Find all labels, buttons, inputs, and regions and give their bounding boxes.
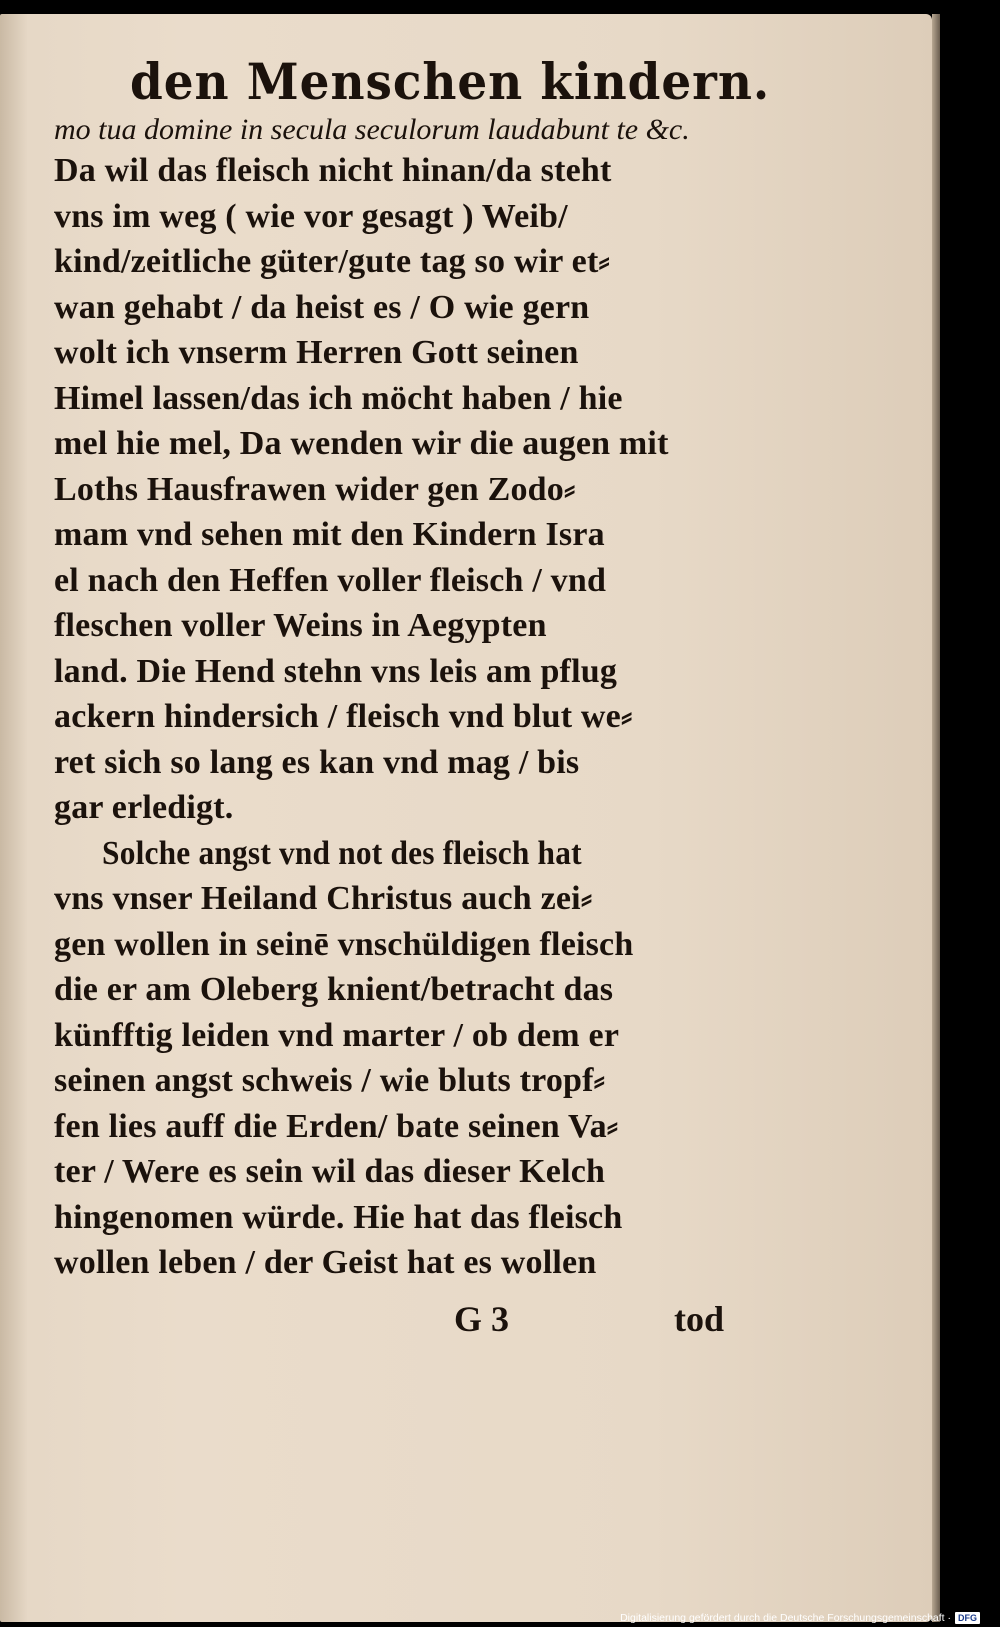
text-line: Loths Hausfrawen wider gen Zodo⸗ [54, 470, 576, 508]
text-line: Da wil das fleisch nicht hinan/da steht [54, 152, 612, 189]
text-line: vns vnser Heiland Christus auch zei⸗ [54, 880, 593, 917]
text-line: ret sich so lang es kan vnd mag / bis [54, 743, 580, 781]
text-line: mam vnd sehen mit den Kindern Isra [54, 516, 605, 553]
text-line: mel hie mel, Da wenden wir die augen mit [54, 425, 669, 462]
text-line: vns im weg ( wie vor gesagt ) Weib/ [54, 197, 568, 235]
body-text [54, 148, 734, 1286]
text-line: wan gehabt / da heist es / O wie gern [54, 288, 590, 326]
catchword: tod [674, 1299, 725, 1339]
funding-text: Digitalisierung gefördert durch die Deutsche Forschungsgemeinschaft · [620, 1612, 951, 1624]
latin-line: mo tua domine in secula seculorum laudabunt te &c. [54, 113, 690, 146]
text-line: wolt ich vnserm Herren Gott seinen [54, 334, 579, 371]
text-line: fleschen voller Weins in Aegypten [54, 607, 547, 644]
text-line: gar erledigt. [54, 789, 234, 826]
running-title: den Menschen kindern. [130, 52, 771, 111]
text-line: wollen leben / der Geist hat es wollen [54, 1244, 597, 1281]
page-edge [932, 14, 940, 1622]
text-line: gen wollen in seinē vnschüldigen fleisch [54, 925, 634, 963]
text-line: Solche angst vnd not des fleisch hat [102, 834, 582, 872]
text-line: hingenomen würde. Hie hat das fleisch [54, 1198, 623, 1236]
text-line: Himel lassen/das ich möcht haben / hie [54, 379, 623, 417]
text-line: el nach den Heffen voller fleisch / vnd [54, 561, 607, 599]
dfg-logo: DFG [955, 1612, 980, 1624]
signature-mark: G 3 [454, 1299, 510, 1339]
text-line: fen lies auff die Erden/ bate seinen Va⸗ [54, 1107, 619, 1145]
text-line: land. Die Hend stehn vns leis am pflug [54, 652, 618, 690]
text-line: seinen angst schweis / wie bluts tropf⸗ [54, 1062, 606, 1099]
text-line: kind/zeitliche güter/gute tag so wir et⸗ [54, 243, 611, 280]
text-line: ackern hindersich / fleisch vnd blut we⸗ [54, 698, 633, 735]
text-line: die er am Oleberg knient/betracht das [54, 971, 614, 1008]
text-line: ter / Were es sein wil das dieser Kelch [54, 1153, 606, 1190]
text-line: künfftig leiden vnd marter / ob dem er [54, 1016, 620, 1054]
page-footer [54, 1298, 734, 1348]
funding-note [620, 1611, 980, 1625]
